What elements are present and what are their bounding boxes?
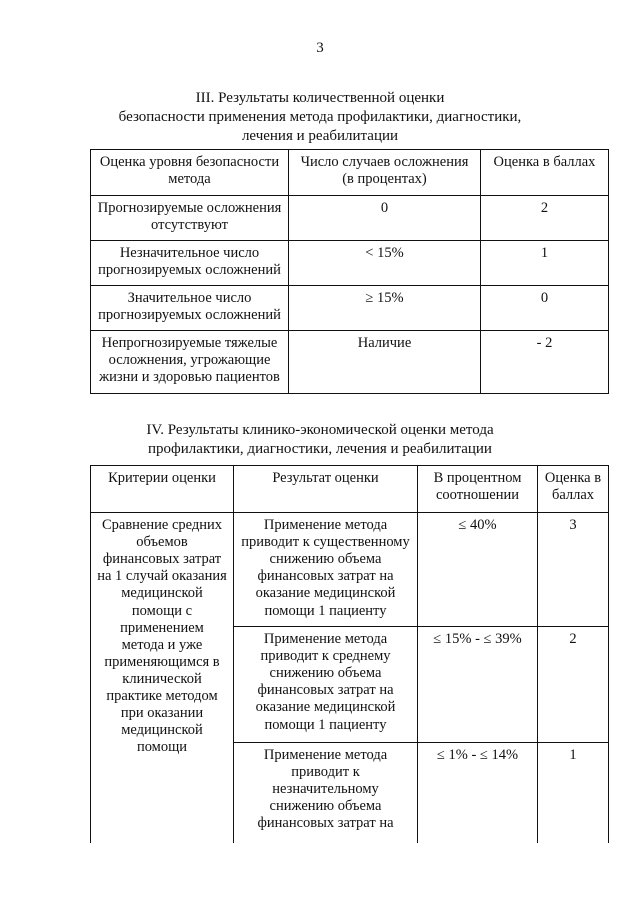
score-cell: 2 xyxy=(481,196,609,241)
table-header-row xyxy=(91,466,609,513)
criteria-cell: Сравнение средних объемов финансовых затрат на 1 случай оказания медицинской помощи с применением метода и уже применяющимся в клинической практике методом при оказании медицинской помощи xyxy=(91,513,234,843)
safety-level-cell: Прогнозируемые осложнения отсутствуют xyxy=(91,196,289,241)
table-row xyxy=(91,196,609,241)
complication-cases-cell: Наличие xyxy=(289,331,481,394)
column-header: Оценка в баллах xyxy=(538,466,609,513)
clinical-economic-table xyxy=(90,465,609,843)
score-cell: 3 xyxy=(538,513,609,627)
section-3-title-line: III. Результаты количественной оценки xyxy=(195,90,445,106)
section-4-title-line: IV. Результаты клинико-экономической оценки метода xyxy=(146,422,494,438)
table-row xyxy=(91,286,609,331)
complication-cases-cell: 0 xyxy=(289,196,481,241)
percent-cell: ≤ 15% - ≤ 39% xyxy=(418,627,538,743)
table-header-row xyxy=(91,150,609,196)
score-cell: 1 xyxy=(481,241,609,286)
score-cell: 2 xyxy=(538,627,609,743)
table-row xyxy=(91,241,609,286)
table-row xyxy=(91,331,609,394)
column-header: В процентном соотношении xyxy=(418,466,538,513)
safety-level-cell: Незначительное число прогнозируемых осложнений xyxy=(91,241,289,286)
percent-cell: ≤ 40% xyxy=(418,513,538,627)
safety-level-cell: Значительное число прогнозируемых осложнений xyxy=(91,286,289,331)
column-header: Критерии оценки xyxy=(91,466,234,513)
complication-cases-cell: ≥ 15% xyxy=(289,286,481,331)
page-number: 3 xyxy=(316,40,324,56)
column-header: Оценка в баллах xyxy=(481,150,609,196)
percent-cell: ≤ 1% - ≤ 14% xyxy=(418,743,538,843)
column-header: Результат оценки xyxy=(234,466,418,513)
score-cell: 1 xyxy=(538,743,609,843)
safety-assessment-table xyxy=(90,149,609,394)
result-cell: Применение метода приводит к незначительному снижению объема финансовых затрат на xyxy=(234,743,418,843)
column-header: Оценка уровня безопасности метода xyxy=(91,150,289,196)
section-3-title xyxy=(0,89,640,146)
table-row xyxy=(91,513,609,627)
column-header: Число случаев осложнения (в процентах) xyxy=(289,150,481,196)
result-cell: Применение метода приводит к среднему снижению объема финансовых затрат на оказание медицинской помощи 1 пациенту xyxy=(234,627,418,743)
score-cell: - 2 xyxy=(481,331,609,394)
section-4-title-line: профилактики, диагностики, лечения и реабилитации xyxy=(148,441,492,458)
complication-cases-cell: < 15% xyxy=(289,241,481,286)
section-3-title-line: безопасности применения метода профилактики, диагностики, xyxy=(118,109,522,126)
safety-level-cell: Непрогнозируемые тяжелые осложнения, угрожающие жизни и здоровью пациентов xyxy=(91,331,289,394)
section-4-title xyxy=(0,421,640,459)
section-3-title-line: лечения и реабилитации xyxy=(241,128,399,145)
result-cell: Применение метода приводит к существенному снижению объема финансовых затрат на оказание медицинской помощи 1 пациенту xyxy=(234,513,418,627)
score-cell: 0 xyxy=(481,286,609,331)
